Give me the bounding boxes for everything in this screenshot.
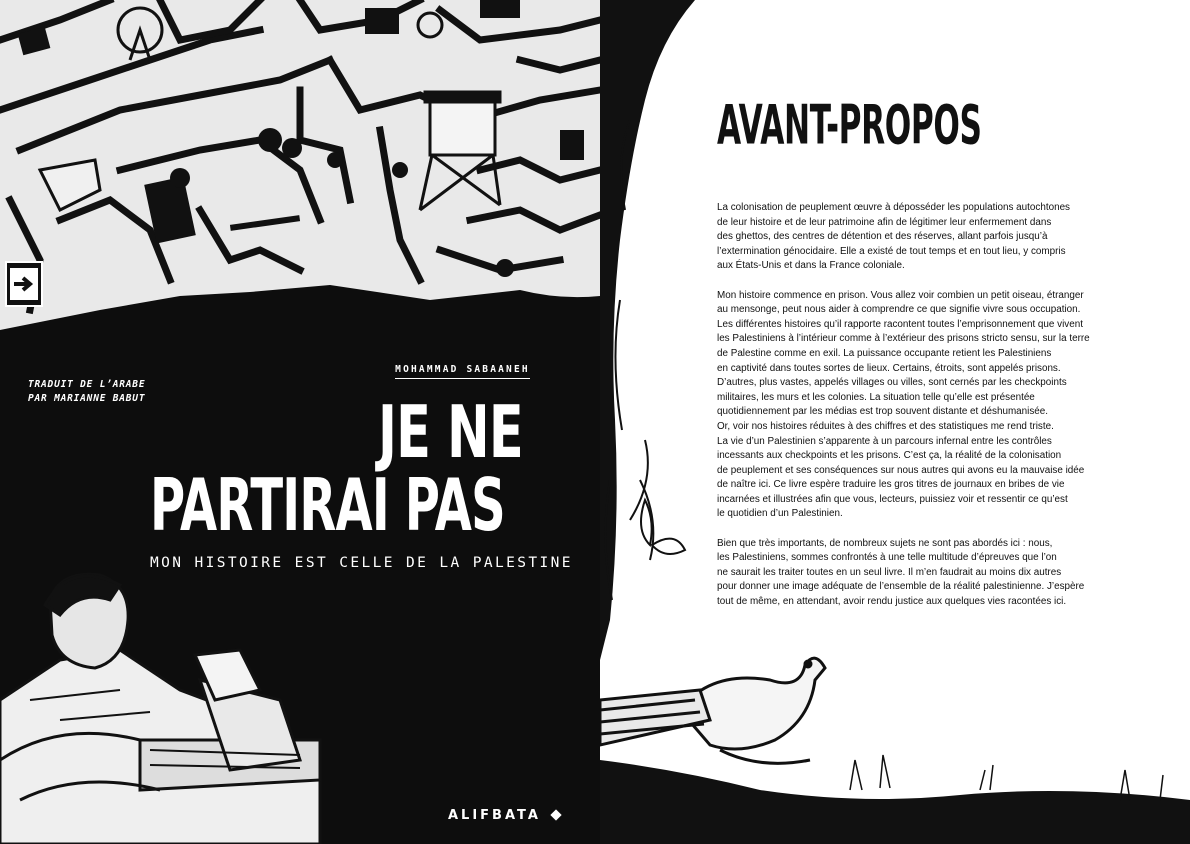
text-line: Les différentes histoires qu’il rapporte racontent toutes l’emprisonnement que vivent [717, 318, 1083, 330]
text-line: militaires, les murs et les colonies. La situation telle qu’elle est présentée [717, 391, 1035, 403]
text-line: au mensonge, peut nous aider à comprendre ce que signifie vivre sous occupation. [717, 304, 1081, 316]
text-line: tout de même, en attendant, avoir rendu justice aux quelques vies racontées ici. [717, 596, 1067, 608]
text-line: de peuplement et ses conséquences sur nous autres qui avons eu la mauvaise idée [717, 464, 1085, 476]
text-line: les Palestiniens à l’intérieur comme à l’extérieur des prisons stricto sensu, sur la terre [717, 333, 1090, 345]
text-line: La vie d’un Palestinien s’apparente à un parcours infernal entre les contrôles [717, 435, 1052, 447]
text-line: quotidiennement par les médias est trop souvent distante et déshumanisée. [717, 406, 1049, 418]
translator-line: TRADUIT DE L’ARABE [28, 379, 146, 390]
paragraph [717, 289, 1122, 523]
seated-prisoner [0, 574, 320, 844]
author-rule [395, 378, 530, 379]
text-line: de leur histoire et de leur patrimoine afin de légitimer leur enfermement dans [717, 216, 1052, 228]
text-line: La colonisation de peuplement œuvre à déposséder les populations autochtones [717, 202, 1070, 213]
text-line: aux États-Unis et dans la France coloniale. [717, 260, 905, 272]
book-title-line2: PARTIRAI PAS [150, 464, 505, 548]
text-line: incessants aux checkpoints et les prisons. C’est ça, la réalité de la colonisation [717, 450, 1062, 462]
text-line: incarnées et illustrées afin que vous, lecteurs, puissiez voir et ressentir ce qu’est [717, 493, 1068, 505]
text-line: de naître ici. Ce livre espère traduire les gros titres de journaux en bribes de vie [717, 479, 1065, 491]
paragraph [717, 537, 1122, 610]
text-line: les Palestiniens, sommes confrontés à une telle multitude d’épreuves que l’on [717, 552, 1057, 564]
arrow-sign-icon [6, 262, 42, 306]
translator-line: PAR MARIANNE BABUT [28, 393, 146, 404]
text-line: Bien que très importants, de nombreux sujets ne sont pas abordés ici : nous, [717, 537, 1053, 549]
book-title-line1: JE NE [378, 391, 523, 475]
text-line: D’autres, plus vastes, appelés villages ou villes, sont cernés par les checkpoints [717, 377, 1067, 389]
text-line: ne saurait les traiter toutes en un seul livre. Il m’en faudrait au moins dix autres [717, 566, 1062, 578]
book-subtitle: MON HISTOIRE EST CELLE DE LA PALESTINE [150, 555, 573, 571]
foreword-page [600, 0, 1190, 844]
text-line: Mon histoire commence en prison. Vous allez voir combien un petit oiseau, étranger [717, 289, 1084, 301]
text-line: Or, voir nos histoires réduites à des chiffres et des statistiques me rend triste. [717, 420, 1054, 432]
translator-credit [28, 378, 145, 406]
text-line: pour donner une image adéquate de l’ensemble de la réalité palestinienne. J’espère [717, 581, 1085, 593]
text-line: en captivité dans toutes sortes de lieux. Certains, étroits, sont appelés prisons. [717, 362, 1061, 374]
publisher-name: ALIFBATA [448, 808, 541, 823]
ground [600, 760, 1190, 844]
text-line: le quotidien d’un Palestinien. [717, 508, 843, 520]
paragraph [717, 201, 1122, 274]
text-line: de Palestine comme en exil. La puissance occupante retient les Palestiniens [717, 347, 1052, 359]
foreword-text [717, 201, 1122, 624]
tree-trunk [600, 0, 695, 660]
author-name: MOHAMMAD SABAANEH [395, 364, 530, 375]
text-line: des ghettos, des centres de détention et des réserves, allant parfois jusqu’à [717, 231, 1048, 243]
text-line: l’extermination génocidaire. Elle a existé de tout temps et en tout lieu, y compris [717, 245, 1066, 257]
page-heading: AVANT-PROPOS [717, 95, 982, 158]
bird-illustration [600, 658, 825, 763]
